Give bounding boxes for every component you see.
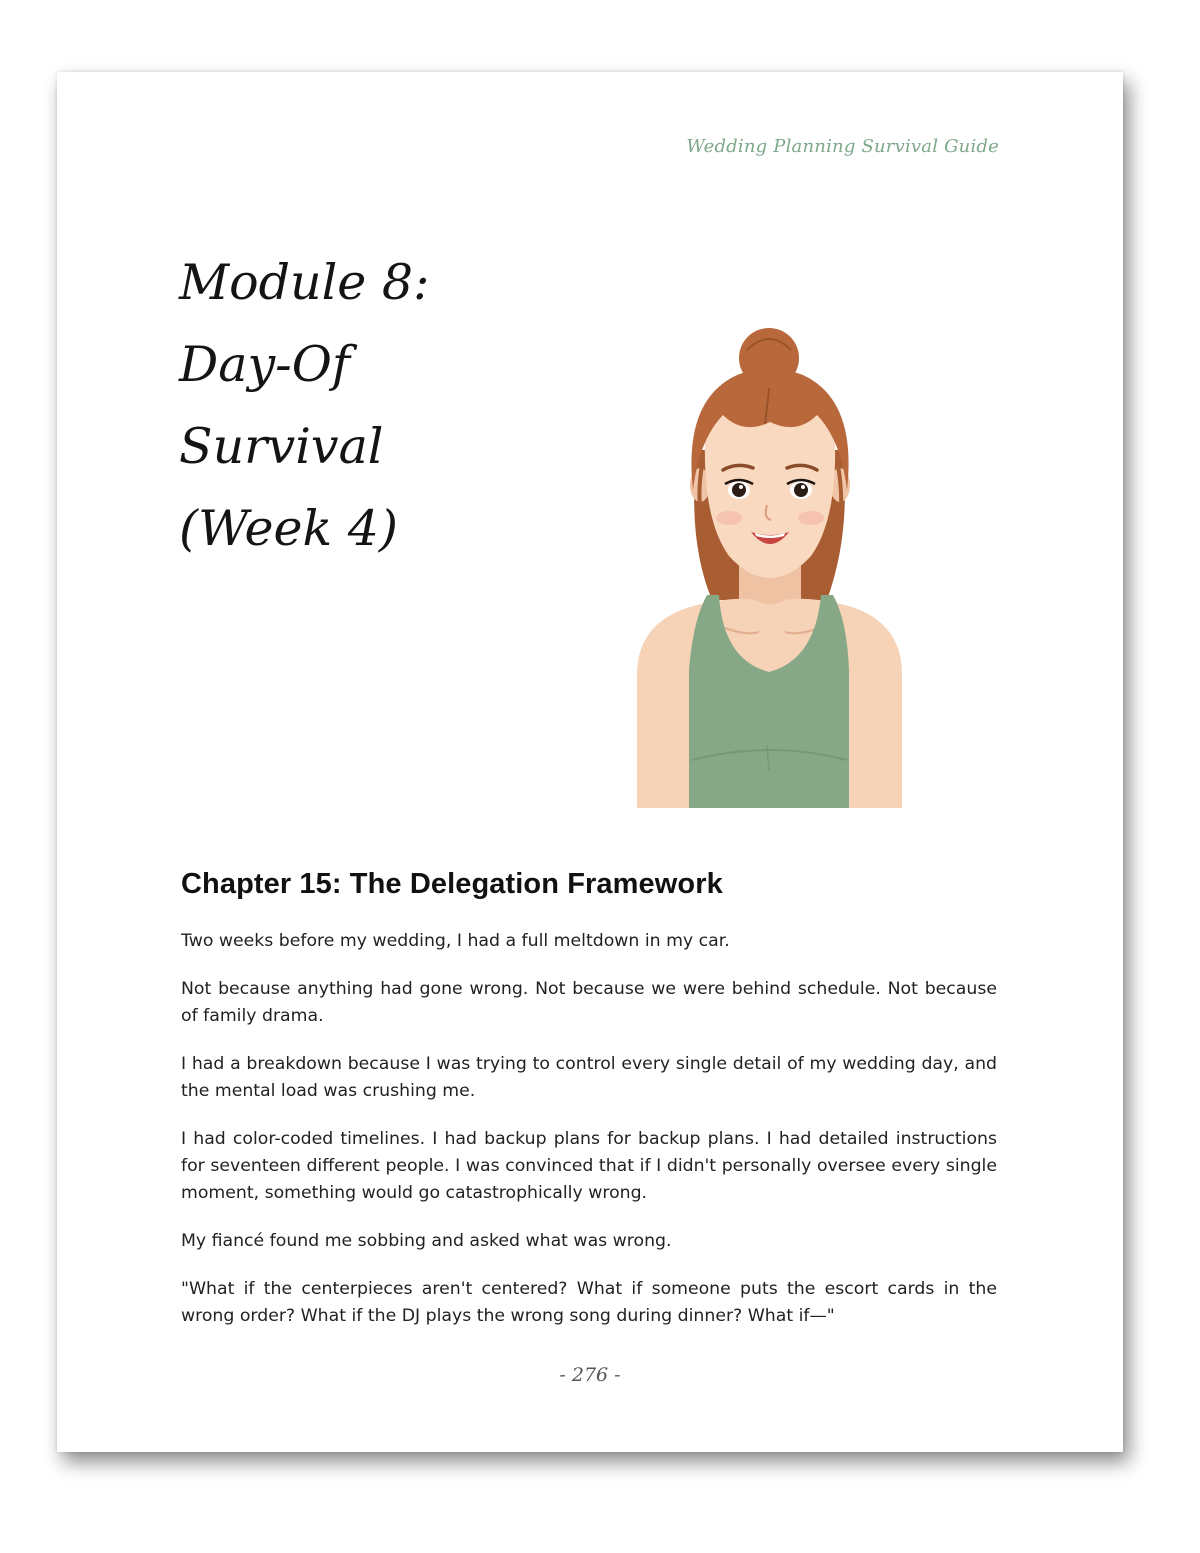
body-paragraph: Not because anything had gone wrong. Not because we were behind schedule. Not because of family drama. <box>181 979 997 1026</box>
module-title-line: Module 8: <box>179 254 430 311</box>
module-title-line: Survival <box>179 418 384 475</box>
module-title <box>179 242 479 570</box>
cheek-left <box>716 511 742 525</box>
hair-bun <box>739 328 799 388</box>
cheek-right <box>798 511 824 525</box>
body-paragraph: I had color-coded timelines. I had backup plans for backup plans. I had detailed instructions for seventeen different people. I was convinced that if I didn't personally oversee every single moment, something would go catastrophically wrong. <box>181 1129 997 1203</box>
chapter-heading: Chapter 15: The Delegation Framework <box>181 868 723 900</box>
body-paragraph: My fiancé found me sobbing and asked what was wrong. <box>181 1231 672 1251</box>
woman-illustration-svg <box>497 200 1037 810</box>
running-header: Wedding Planning Survival Guide <box>686 136 999 157</box>
woman-portrait-illustration <box>497 200 1037 810</box>
body-paragraph: Two weeks before my wedding, I had a full meltdown in my car. <box>181 931 730 951</box>
page-number: - 276 - <box>559 1364 621 1386</box>
module-title-line: Day-Of <box>179 336 351 393</box>
module-title-line: (Week 4) <box>179 500 399 557</box>
pupil-left <box>732 483 746 497</box>
book-page <box>57 72 1123 1452</box>
pupil-right <box>794 483 808 497</box>
body-paragraph: "What if the centerpieces aren't centered? What if someone puts the escort cards in the wrong order? What if the DJ plays the wrong song during dinner? What if—" <box>181 1279 997 1326</box>
chapter-body <box>181 928 997 1351</box>
body-paragraph: I had a breakdown because I was trying to control every single detail of my wedding day, and the mental load was crushing me. <box>181 1054 997 1101</box>
